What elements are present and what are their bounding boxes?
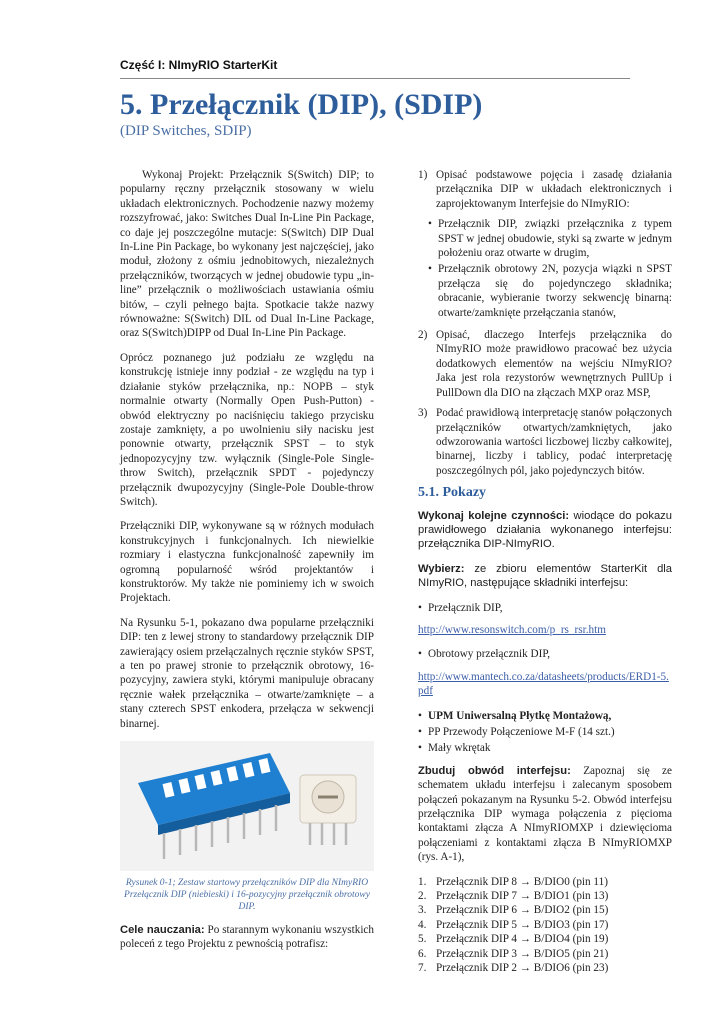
- goal-text: Opisać podstawowe pojęcia i zasadę działania przełącznika DIP w układach elektronicznych i zaprojektowanym Interfejsie do NImyRIO:: [436, 169, 672, 210]
- goal-number: 3): [418, 407, 428, 420]
- list-item: • PP Przewody Połączeniowe M-F (14 szt.): [418, 725, 672, 739]
- goal-item: [418, 168, 672, 211]
- goal-sublist: [428, 217, 672, 320]
- pin-text: Przełącznik DIP 8 → B/DIO0 (pin 11): [436, 875, 608, 888]
- goal-number: 1): [418, 169, 428, 181]
- goals-list: [418, 168, 672, 478]
- goal-item: [418, 406, 672, 478]
- pin-number: 4.: [418, 918, 427, 931]
- paragraph-figure-description: Na Rysunku 5-1, pokazano dwa popularne przełączniki DIP: ten z lewej strony to standardowy przełącznik DIP zawierający osiem przełączalnych ręcznie styków SPST, a ten po prawej stronie to przełącznik obrotowy, 16-pozycyjny, zawiera styki, którymi manipuluje obracany ręcznie wałek przełącznika – otwarte/zamknięte – a stany czterech SPST enkodera, przełącza w sekwencji binarnej.: [120, 616, 374, 730]
- pin-list: [418, 875, 672, 976]
- paragraph-demo: [418, 509, 672, 552]
- page-subtitle: (DIP Switches, SDIP): [120, 123, 252, 139]
- paragraph-intro: Wykonaj Projekt: Przełącznik S(Switch) DIP; to popularny ręczny przełącznik stosowany w wielu układach elektronicznych. Pochodzenie nazwy możemy rozszyfrować, jako: Switches Dual In-Line Pin Package, co daje jej poszczególne mutacje: S(Switch) DIP Dual In-Line Pin Package, bo wykonany jest najczęściej, jako moduł, złożony z ośmiu jednobitowych, niezależnych przełączników, tworzących w jednej obudowie typu „in-line” przełącznik o możliwościach ustawiania ośmiu bitów, – czyli pełnego bajta. Spotkacie także nazwy równoważne: S(Switch) DIL od Dual In-Line Package, oraz S(Switch)DIPP od Dual In-Line Pin Package.: [120, 169, 374, 340]
- pin-text: Przełącznik DIP 3 → B/DIO5 (pin 21): [436, 947, 609, 960]
- pin-row: [418, 947, 672, 961]
- pin-row: [418, 903, 672, 917]
- resonswitch-link[interactable]: http://www.resonswitch.com/p_rs_rsr.htm: [418, 623, 606, 636]
- list-item: • Mały wkrętak: [418, 741, 672, 755]
- demo-text: wiodące do pokazu prawidłowego działania wykonanego interfejsu: przełącznika DIP-NImyRIO.: [418, 509, 672, 551]
- list-item: • UPM Uniwersalną Płytkę Montażową,: [418, 709, 672, 723]
- mantech-link[interactable]: http://www.mantech.co.za/datasheets/products/ERD1-5.pdf: [418, 670, 669, 698]
- paragraph-dip-modules: Przełączniki DIP, wykonywane są w różnych modułach konstrukcyjnych i funkcjonalnych. Ich niewielkie rozmiary i elastyczna funkcjonalność zapewniły im ogromną popularność wśród projektantów i konstruktorów. My także nie pominiemy ich w swoich Projektach.: [120, 520, 374, 605]
- pin-text: Przełącznik DIP 5 → B/DIO3 (pin 17): [436, 918, 609, 931]
- bullet-text: Przełącznik DIP, związki przełącznika z typem SPST w jednej obudowie, styki są zwarte w jednym położeniu oraz otwarte w drugim,: [438, 218, 672, 260]
- pin-text: Przełącznik DIP 4 → B/DIO4 (pin 19): [436, 933, 609, 946]
- list-item: • Przełącznik DIP,: [418, 601, 672, 615]
- component-dip: Przełącznik DIP,: [428, 601, 503, 614]
- goal-text: Opisać, dlaczego Interfejs przełącznika do NImyRIO może prawidłowo pracować bez użycia dodatkowych elementów na wejściu NImyRIO? Jaka jest rola rezystorów wewnętrznych PullUp i PullDown dla DIO na złączach MXP oraz MSP,: [436, 329, 672, 399]
- goal-text: Podać prawidłową interpretację stanów połączonych przełączników otwartych/zamkniętych, jako odwzorowania wartości liczbowej liczby całkowitej, binarnej, liczby i tablicy, podać interpretację poszczególnych pól, jako pojedynczych bitów.: [436, 407, 672, 477]
- choose-label: Wybierz:: [418, 562, 465, 575]
- build-label: Zbuduj obwód interfejsu:: [418, 764, 571, 777]
- goal-item: [418, 328, 672, 400]
- goals-text: Po starannym wykonaniu wszystkich poleceń z tego Projektu z pewnością potrafisz:: [120, 924, 374, 951]
- dip-switch-photo: [120, 741, 374, 871]
- component-upm: UPM Uniwersalną Płytkę Montażową,: [428, 709, 612, 722]
- pin-number: 1.: [418, 875, 427, 888]
- pin-row: [418, 918, 672, 932]
- pin-text: Przełącznik DIP 7 → B/DIO1 (pin 13): [436, 890, 609, 903]
- paragraph-choose: [418, 562, 672, 591]
- pin-row: [418, 875, 672, 889]
- goals-label: Cele nauczania:: [120, 924, 205, 937]
- running-header: Część I: NImyRIO StarterKit: [120, 58, 278, 72]
- pin-row: [418, 889, 672, 903]
- pin-row: [418, 932, 672, 946]
- paragraph-build: [418, 764, 672, 865]
- pin-text: Przełącznik DIP 2 → B/DIO6 (pin 23): [436, 962, 609, 975]
- pin-number: 3.: [418, 904, 427, 917]
- right-column: [418, 168, 672, 976]
- demo-label: Wykonaj kolejne czynności:: [418, 509, 570, 522]
- paragraph-goals: [120, 923, 374, 952]
- choose-text: ze zbioru elementów StarterKit dla NImyRIO, następujące składniki interfejsu:: [418, 562, 673, 590]
- figure-caption: Rysunek 0-1; Zestaw startowy przełączników DIP dla NImyRIO Przełącznik DIP (niebieski) i 16-pozycyjny przełącznik obrotowy DIP.: [124, 878, 370, 913]
- page-title: 5. Przełącznik (DIP), (SDIP): [120, 88, 483, 121]
- pin-number: 5.: [418, 933, 427, 946]
- goal-number: 2): [418, 329, 428, 342]
- component-wires: PP Przewody Połączeniowe M-F (14 szt.): [428, 726, 615, 738]
- pin-row: [418, 961, 672, 975]
- list-item: • Przełącznik DIP, związki przełącznika z typem SPST w jednej obudowie, styki są zwarte w jednym położeniu oraz otwarte w drugim,: [428, 218, 672, 260]
- component-screwdriver: Mały wkrętak: [428, 742, 491, 755]
- pin-text: Przełącznik DIP 6 → B/DIO2 (pin 15): [436, 904, 609, 917]
- pin-number: 6.: [418, 947, 427, 960]
- pin-number: 2.: [418, 890, 427, 903]
- header-divider: [120, 78, 630, 79]
- dip-switches-illustration: [120, 741, 374, 871]
- bullet-text: Przełącznik obrotowy 2N, pozycja wiązki n SPST przełącza się do pojedynczego składnika; obracanie, wybieranie tworzy sekwencję binarną: otwarte/zamknięte przełączania stanów,: [438, 263, 672, 319]
- build-text: Zapoznaj się ze schematem układu interfejsu i zalecanym sposobem połączeń pokazanym na Rysunku 5-2. Obwód interfejsu przełącznika DIP wymaga połączenia z pięcioma kontaktami złącza A NImyRIOMXP i dziewięcioma połączeniami z kontaktami złącza B NImyRIOMXP (rys. A-1),: [418, 764, 672, 864]
- component-rotary: Obrotowy przełącznik DIP,: [428, 648, 551, 661]
- paragraph-contact-types: Oprócz poznanego już podziału ze względu na konstrukcję istnieje inny podział - ze względu na typ i działanie styków przełącznika, np.: NOPB – styk normalnie otwarty (Normally Open Push-Putton) - obwód elektryczny po naciśnięciu takiego przycisku zostaje zamknięty, a po uwolnieniu siły nacisku jest ponownie otwarty, przełącznik SPST – to styk jednopozycyjny tzw. wyłącznik (Single-Pole Single-throw Switch), przełącznik SPDT - pojedynczy przełącznik dwupozycyjny (Single-Pole Double-throw Switch).: [120, 351, 374, 508]
- pin-number: 7.: [418, 962, 427, 975]
- left-column: [120, 168, 374, 962]
- section-heading: 5.1. Pokazy: [418, 485, 487, 501]
- list-item: • Obrotowy przełącznik DIP,: [418, 647, 672, 661]
- list-item: • Przełącznik obrotowy 2N, pozycja wiązki n SPST przełącza się do pojedynczego składnika; obracanie, wybieranie tworzy sekwencję binarną: otwarte/zamknięte przełączania stanów,: [428, 263, 672, 319]
